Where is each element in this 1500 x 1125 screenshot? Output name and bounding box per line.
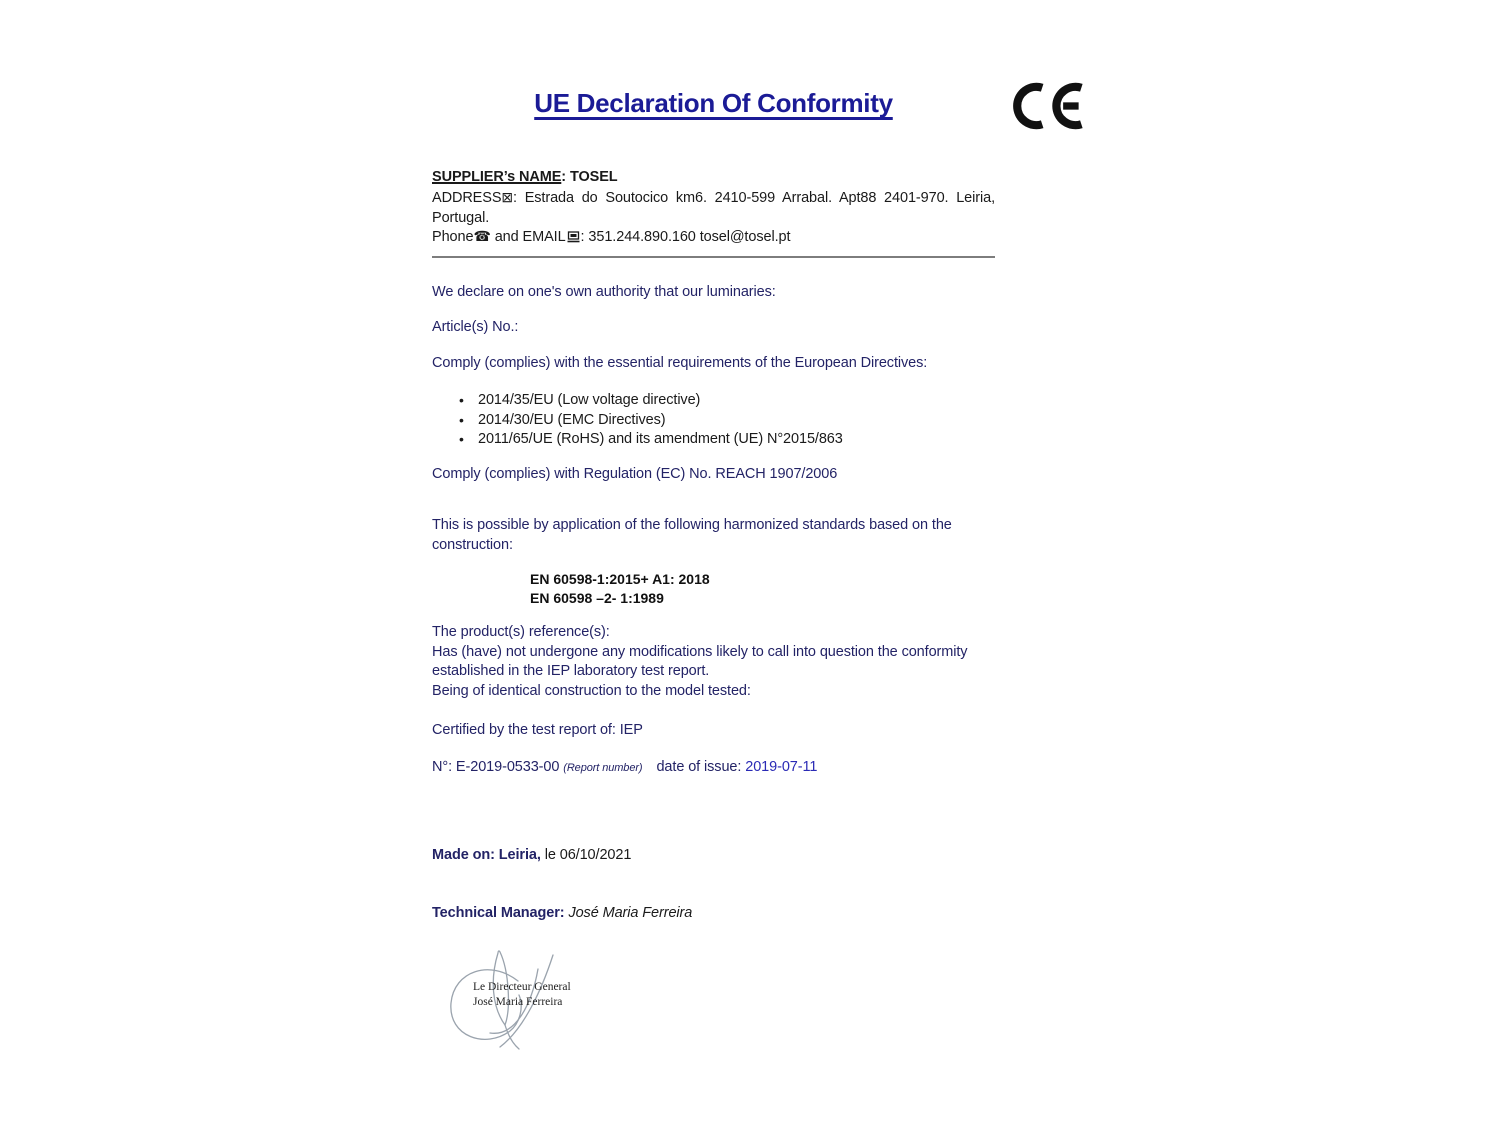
phone-icon: ☎ xyxy=(473,228,491,244)
articles-line: Article(s) No.: xyxy=(432,319,519,335)
address-label: ADDRESS xyxy=(432,190,502,206)
declaration-statement: We declare on one's own authority that our luminaries: xyxy=(432,284,776,300)
made-on-value: le 06/10/2021 xyxy=(544,847,632,863)
section-divider xyxy=(432,256,995,258)
signature-title: Le Directeur General xyxy=(473,981,571,993)
signature-name: José Maria Ferreira xyxy=(473,996,563,1008)
ce-mark-icon xyxy=(1003,78,1085,139)
product-reference-block xyxy=(432,623,1009,701)
standard-item: EN 60598 –2- 1:1989 xyxy=(530,589,664,606)
address-value: : Estrada do Soutocico km6. 2410-599 Arrabal. Apt88 2401-970. Leiria, Portugal. xyxy=(432,190,995,226)
email-label: and EMAIL xyxy=(490,229,566,245)
supplier-name-label: SUPPLIER’s NAME xyxy=(432,169,562,185)
comply-directives-line: Comply (complies) with the essential requirements of the European Directives: xyxy=(432,355,928,371)
technical-manager-value: José Maria Ferreira xyxy=(568,905,693,921)
directive-item: • 2014/30/EU (EMC Directives) xyxy=(478,411,843,431)
report-number: N°: E-2019-0533-00 xyxy=(432,759,564,775)
certified-by-line: Certified by the test report of: IEP xyxy=(432,722,643,738)
directives-list xyxy=(432,391,843,450)
date-of-issue-value: 2019-07-11 xyxy=(745,759,818,775)
date-of-issue-label: date of issue: xyxy=(656,759,746,775)
phone-label: Phone xyxy=(432,229,474,245)
supplier-name-line xyxy=(432,168,618,188)
report-number-line xyxy=(432,758,995,779)
directive-item: • 2011/65/UE (RoHS) and its amendment (UE) N°2015/863 xyxy=(478,430,843,450)
identical-construction-line: Being of identical construction to the model tested: xyxy=(432,682,751,699)
comply-reach-line: Comply (complies) with Regulation (EC) No. REACH 1907/2006 xyxy=(432,466,838,482)
modifications-line: Has (have) not undergone any modifications likely to call into question the conformity established in the IEP laboratory test report. xyxy=(432,643,968,679)
contact-value: : 351.244.890.160 tosel@tosel.pt xyxy=(580,229,791,245)
made-on-label: Made on: Leiria, xyxy=(432,847,545,863)
harmonized-intro: This is possible by application of the following harmonized standards based on the construction: xyxy=(432,517,952,553)
made-on-line xyxy=(432,846,631,866)
envelope-icon: ⊠ xyxy=(501,189,514,205)
page-title: UE Declaration Of Conformity xyxy=(534,88,893,118)
supplier-contact-line xyxy=(432,227,995,250)
directive-item: • 2014/35/EU (Low voltage directive) xyxy=(478,391,843,411)
supplier-address-line xyxy=(432,188,995,228)
computer-icon xyxy=(567,230,580,250)
signature-block xyxy=(440,943,600,1058)
technical-manager-label: Technical Manager: xyxy=(432,905,569,921)
standards-list xyxy=(530,570,710,607)
supplier-name-value: : TOSEL xyxy=(561,169,618,185)
standard-item: EN 60598-1:2015+ A1: 2018 xyxy=(530,571,710,587)
product-reference-line: The product(s) reference(s): xyxy=(432,624,610,640)
report-number-note: (Report number) xyxy=(563,762,643,774)
technical-manager-line xyxy=(432,904,692,924)
signature-text xyxy=(473,980,571,1010)
